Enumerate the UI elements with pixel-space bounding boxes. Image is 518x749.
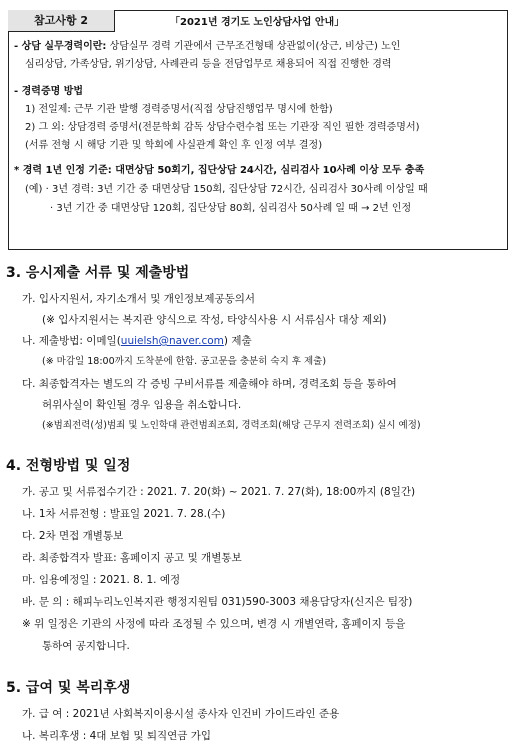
s4-item-na: 나. 1차 서류전형 : 발표일 2021. 7. 28.(수)	[22, 508, 226, 520]
s3-item-ga: 가. 입사지원서, 자기소개서 및 개인정보제공동의서	[22, 293, 256, 305]
reference-title: 「2021년 경기도 노인상담사업 안내」	[170, 17, 345, 28]
s4-note-line2: 통하여 공지합니다.	[42, 640, 130, 652]
s3-item-ga-note: (※ 입사지원서는 복지관 양식으로 작성, 타양식사용 시 서류심사 대상 제외)	[42, 314, 387, 326]
method-item-1: 1) 전일제: 근무 기관 발행 경력증명서(직접 상담진행업무 명시에 한함)	[25, 104, 333, 115]
reference-tag: 참고사항 2	[8, 10, 115, 32]
section-3-heading: 3. 응시제출 서류 및 제출방법	[6, 265, 190, 281]
s3-item-na: 나. 제출방법: 이메일(uuielsh@naver.com) 제출	[22, 335, 252, 347]
example-line1: (예) · 3년 경력: 3년 기간 중 대면상담 150회, 집단상담 72시간, 심리검사 30사례 이상일 때	[25, 184, 428, 195]
section-4-heading: 4. 전형방법 및 일정	[6, 458, 131, 474]
example-line2: · 3년 기간 중 대면상담 120회, 집단상담 80회, 심리검사 50사례 일 때 → 2년 인정	[50, 203, 412, 214]
s3-item-da-line1: 다. 최종합격자는 별도의 각 증빙 구비서류를 제출해야 하며, 경력조회 등을 통하여	[22, 378, 397, 390]
s3-item-da-line2: 허위사실이 확인될 경우 임용을 취소합니다.	[42, 399, 242, 411]
s4-item-ba: 바. 문 의 : 해피누리노인복지관 행정지원팀 031)590-3003 채용담당자(신지은 팀장)	[22, 596, 413, 608]
s4-item-ma: 마. 임용예정일 : 2021. 8. 1. 예정	[22, 574, 181, 586]
s4-note-line1: ※ 위 일정은 기관의 사정에 따라 조정될 수 있으며, 변경 시 개별연락, 홈페이지 등을	[22, 618, 406, 630]
section-5-heading: 5. 급여 및 복리후생	[6, 680, 131, 696]
s3-item-na-note: (※ 마감일 18:00까지 도착분에 한함. 공고문을 충분히 숙지 후 제출)	[42, 356, 327, 367]
email-link[interactable]: uuielsh@naver.com	[120, 335, 224, 347]
method-item-2: 2) 그 외: 상담경력 증명서(전문학회 감독 상담수련수첩 또는 기관장 직인 필한 경력증명서)	[25, 122, 420, 133]
method-item-3: (서류 전형 시 해당 기관 및 학회에 사실관계 확인 후 인정 여부 결정)	[25, 140, 323, 151]
definition-line1: - 상담 실무경력이란: 상담실무 경력 기관에서 근무조건형태 상관없이(상근, 비상근) 노인	[14, 41, 401, 52]
s3-item-da-note: (※범죄전력(성)범죄 및 노인학대 관련범죄조회, 경력조회(해당 근무지 전력조회) 실시 예정)	[42, 420, 421, 431]
s4-item-da: 다. 2차 면접 개별통보	[22, 530, 124, 542]
definition-line2: 심리상담, 가족상담, 위기상담, 사례관리 등을 전담업무로 채용되어 직접 진행한 경력	[25, 59, 392, 70]
s4-item-ra: 라. 최종합격자 발표: 홈페이지 공고 및 개별통보	[22, 552, 242, 564]
s5-item-na: 나. 복리후생 : 4대 보험 및 퇴직연금 가입	[22, 730, 212, 742]
s4-item-ga: 가. 공고 및 서류접수기간 : 2021. 7. 20(화) ~ 2021. 7. 27(화), 18:00까지 (8일간)	[22, 486, 416, 498]
s5-item-ga: 가. 급 여 : 2021년 사회복지이용시설 종사자 인건비 가이드라인 준용	[22, 708, 340, 720]
method-title: - 경력증명 방법	[14, 86, 84, 97]
criteria-line: * 경력 1년 인정 기준: 대면상담 50회기, 집단상담 24시간, 심리검사 10사례 이상 모두 충족	[14, 165, 425, 176]
